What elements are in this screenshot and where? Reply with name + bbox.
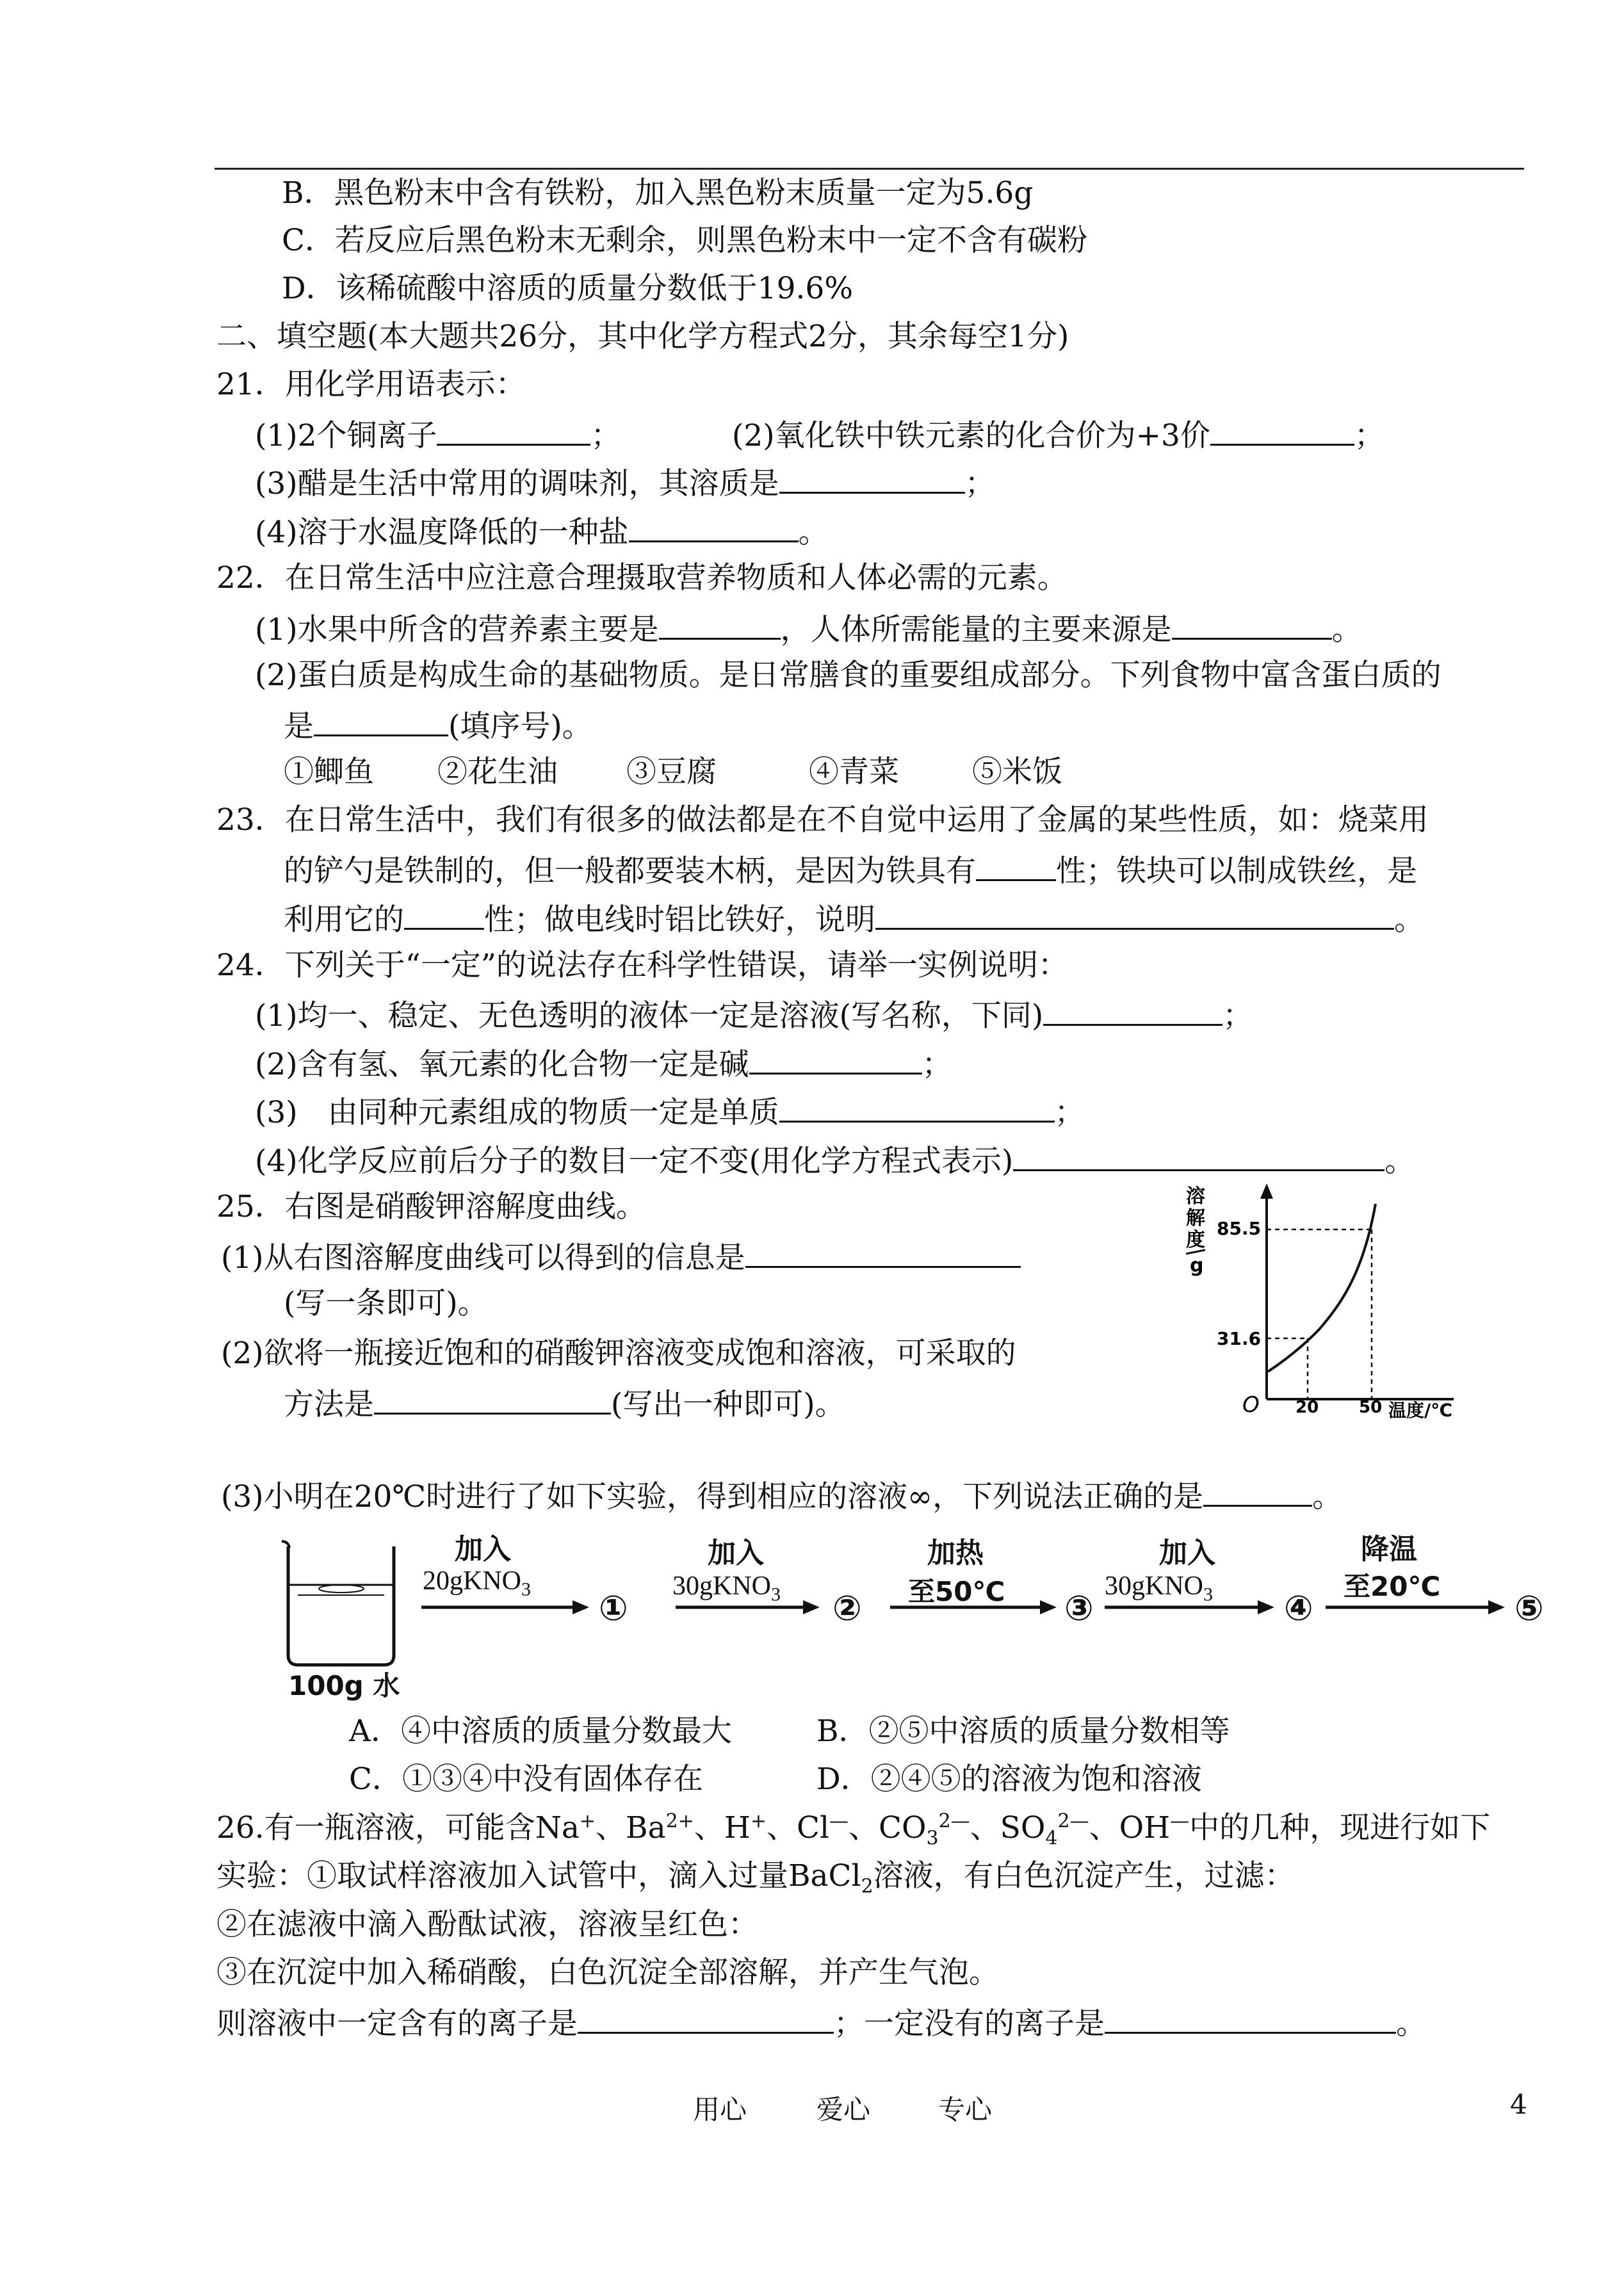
q26-ion-na: 26.有一瓶溶液，可能含Na (216, 1810, 580, 1845)
q21-part-1 (255, 414, 621, 455)
q22-option-3: ③豆腐 (626, 754, 717, 790)
q24-1-text: (1)均一、稳定、无色透明的液体一定是溶液(写名称，下同) (255, 998, 1044, 1034)
q22-2b-text: 是 (284, 709, 314, 744)
step-5-top-label: 降温 (1361, 1533, 1417, 1566)
step-1-reagent: 20gKNO (423, 1566, 521, 1596)
q24-2-blank[interactable] (749, 1043, 922, 1075)
q26-ion-na-charge: + (579, 1810, 596, 1833)
q24-4-end: 。 (1384, 1144, 1415, 1179)
q25-option-d: D．②④⑤的溶液为饱和溶液 (816, 1762, 1202, 1797)
beaker-icon (288, 1546, 394, 1665)
q25-2-blank[interactable] (374, 1383, 611, 1415)
q25-stem: 25．右图是硝酸钾溶解度曲线。 (216, 1189, 646, 1224)
q26-5-end: 。 (1396, 2006, 1426, 2041)
q24-1-end: ； (1222, 998, 1253, 1034)
q26-ion-co3-charge: 2— (938, 1810, 970, 1833)
q21-4-text: (4)溶于水温度降低的一种盐 (255, 515, 629, 550)
graph-ylabel-char-2: 解 (1186, 1207, 1205, 1229)
step-3-arrowhead (1040, 1600, 1057, 1614)
q26-line-1-end: 中的几种，现进行如下 (1189, 1810, 1491, 1845)
step-4-reagent-sub: 3 (1203, 1584, 1213, 1605)
q23-blank-1[interactable] (976, 850, 1056, 881)
q23-3-mid: 性；做电线时铝比铁好，说明 (484, 902, 875, 937)
q23-line-1: 23．在日常生活中，我们有很多的做法都是在不自觉中运用了金属的某些性质，如：烧菜用 (216, 802, 1429, 838)
q21-1-end: ； (590, 418, 621, 453)
step-2-bottom-label (672, 1571, 781, 1605)
step-1-bottom-label (423, 1566, 531, 1600)
graph-ylabel-char-3: 度 (1186, 1229, 1205, 1251)
q21-part-2 (732, 414, 1384, 455)
step-1-reagent-sub: 3 (521, 1578, 531, 1600)
q25-part-1 (221, 1237, 1021, 1277)
q24-4-blank[interactable] (1013, 1140, 1384, 1171)
q22-2-blank[interactable] (314, 705, 448, 736)
beaker-water-ripple (319, 1585, 364, 1593)
q26-step-1-end: 溶液，有白色沉淀产生，过滤： (873, 1858, 1295, 1894)
step-4-arrowhead (1258, 1600, 1274, 1614)
q26-blank-2[interactable] (1105, 2002, 1396, 2034)
q26-ion-ba-charge: 2+ (665, 1810, 694, 1833)
q22-part-1 (255, 608, 1362, 649)
q21-stem: 21．用化学用语表示： (216, 367, 526, 402)
footer-mid: 爱心 (816, 2094, 871, 2125)
q22-1-blank-b[interactable] (1172, 608, 1332, 640)
q21-2-text: (2)氧化铁中铁元素的化合价为+3价 (732, 418, 1210, 453)
q23-2-text: 的铲勺是铁制的，但一般都要装木柄，是因为铁具有 (284, 854, 976, 889)
graph-ytick-85-5: 85.5 (1217, 1218, 1262, 1239)
q22-option-2: ②花生油 (437, 754, 558, 790)
step-1-arrowhead (572, 1600, 589, 1614)
graph-y-arrow (1260, 1183, 1273, 1199)
graph-ytick-31-6: 31.6 (1217, 1328, 1262, 1349)
q25-option-a: A．④中溶质的质量分数最大 (349, 1714, 732, 1749)
q26-bacl2-sub: 2 (861, 1875, 873, 1898)
experiment-diagram (275, 1521, 1563, 1700)
q23-3-end: 。 (1394, 902, 1424, 937)
q25-3-text: (3)小明在20℃时进行了如下实验，得到相应的溶液∞，下列说法正确的是 (221, 1479, 1204, 1514)
q22-1-mid: ，人体所需能量的主要来源是 (780, 612, 1172, 647)
q24-1-blank[interactable] (1043, 994, 1222, 1026)
graph-origin-label: O (1242, 1392, 1260, 1418)
q26-ion-ba: 、Ba (596, 1810, 666, 1845)
q21-part-4 (255, 511, 829, 552)
q22-option-5: ⑤米饭 (972, 754, 1062, 790)
q24-3-end: ； (1054, 1095, 1085, 1130)
step-2-top-label: 加入 (708, 1537, 764, 1569)
step-3-top-label: 加热 (927, 1537, 984, 1569)
q22-1-blank-a[interactable] (659, 608, 781, 640)
q22-option-4: ④青菜 (809, 754, 899, 790)
q26-blank-1[interactable] (578, 2002, 834, 2034)
result-5-label: ⑤ (1514, 1588, 1544, 1628)
q26-ion-cl: 、Cl (766, 1810, 829, 1845)
q26-line-4: ③在沉淀中加入稀硝酸，白色沉淀全部溶解，并产生气泡。 (216, 1955, 999, 1990)
q26-ion-oh-charge: — (1170, 1810, 1190, 1833)
q21-2-end: ； (1354, 418, 1384, 453)
q25-option-b: B．②⑤中溶质的质量分数相等 (816, 1714, 1230, 1749)
footer-right: 专心 (938, 2094, 993, 2125)
q21-3-end: ； (964, 466, 995, 501)
q26-ion-co3-sub: 3 (926, 1827, 939, 1850)
q25-1-blank[interactable] (745, 1237, 1021, 1268)
q26-line-2 (216, 1857, 1295, 1898)
q25-2b-text: 方法是 (284, 1387, 374, 1422)
q21-part-3 (255, 462, 995, 503)
q21-1-blank[interactable] (437, 414, 590, 446)
q24-part-3 (255, 1091, 1085, 1132)
step-3-bottom-label: 至50℃ (908, 1576, 1005, 1607)
q26-ion-so4: 、SO (970, 1810, 1046, 1845)
q22-part-2: (2)蛋白质是构成生命的基础物质。是日常膳食的重要组成部分。下列食物中富含蛋白质的 (255, 658, 1441, 693)
q25-part-3 (221, 1475, 1342, 1516)
result-1-label: ① (599, 1588, 628, 1628)
graph-xtick-50: 50 (1359, 1398, 1383, 1417)
result-3-label: ③ (1064, 1588, 1094, 1628)
q22-option-1: ①鲫鱼 (284, 754, 374, 790)
q23-blank-3[interactable] (875, 898, 1394, 930)
q20-option-c: C．若反应后黑色粉末无剩余，则黑色粉末中一定不含有碳粉 (282, 223, 1087, 258)
q22-options (284, 753, 1062, 791)
step-5-bottom-label: 至20℃ (1344, 1571, 1441, 1602)
q26-ion-h-charge: + (750, 1810, 767, 1833)
q25-option-c: C．①③④中没有固体存在 (349, 1762, 703, 1797)
q23-line-3 (284, 898, 1424, 939)
result-4-label: ④ (1284, 1588, 1313, 1628)
q25-part-1b: (写一条即可)。 (284, 1286, 488, 1321)
q25-2b-end: (写出一种即可)。 (611, 1387, 845, 1422)
graph-ylabel-unit: g (1190, 1254, 1204, 1277)
q26-ion-so4-sub: 4 (1045, 1827, 1058, 1850)
q26-ion-so4-charge: 2— (1057, 1810, 1089, 1833)
q24-part-4 (255, 1140, 1415, 1181)
section-2-heading: 二、填空题(本大题共26分，其中化学方程式2分，其余每空1分) (216, 319, 1069, 354)
q20-option-b: B．黑色粉末中含有铁粉，加入黑色粉末质量一定为5.6g (282, 175, 1034, 211)
q26-line-3: ②在滤液中滴入酚酞试液，溶液呈红色： (216, 1907, 758, 1942)
beaker-lip (282, 1541, 289, 1548)
q25-3-blank[interactable] (1203, 1475, 1312, 1507)
beaker-label: 100g 水 (288, 1670, 400, 1701)
q21-4-blank[interactable] (629, 511, 799, 542)
q21-3-blank[interactable] (779, 462, 965, 494)
q23-line-2 (284, 850, 1417, 891)
graph-xtick-20: 20 (1295, 1398, 1319, 1417)
step-4-reagent: 30gKNO (1105, 1571, 1203, 1601)
step-2-reagent: 30gKNO (672, 1571, 771, 1601)
q24-part-1 (255, 994, 1253, 1035)
q26-line-5 (216, 2002, 1426, 2043)
graph-xlabel: 温度/℃ (1388, 1400, 1453, 1421)
q26-step-1-text: 实验：①取试样溶液加入试管中，滴入过量BaCl (216, 1858, 861, 1894)
q26-line-1 (216, 1809, 1491, 1850)
step-4-top-label: 加入 (1159, 1537, 1215, 1569)
q26-ion-co3: 、CO (848, 1810, 927, 1845)
q23-blank-2[interactable] (404, 898, 484, 930)
step-5-arrowhead (1488, 1600, 1505, 1614)
q24-3-text: (3) 由同种元素组成的物质一定是单质 (255, 1095, 779, 1130)
q22-stem: 22．在日常生活中应注意合理摄取营养物质和人体必需的元素。 (216, 560, 1068, 596)
graph-ylabel-char-1: 溶 (1186, 1185, 1205, 1208)
q22-2b-end: (填序号)。 (448, 709, 592, 744)
step-1-top-label: 加入 (455, 1533, 511, 1566)
step-4-bottom-label (1105, 1571, 1213, 1605)
q24-2-end: ； (922, 1047, 952, 1082)
q26-5-text: 则溶液中一定含有的离子是 (216, 2006, 578, 2041)
result-2-label: ② (832, 1588, 862, 1628)
q26-ion-cl-charge: — (829, 1810, 849, 1833)
q21-1-text: (1)2个铜离子 (255, 418, 437, 453)
page-number: 4 (1510, 2089, 1527, 2120)
q23-2-end: 性；铁块可以制成铁丝，是 (1056, 854, 1417, 889)
q24-2-text: (2)含有氢、氧元素的化合物一定是碱 (255, 1047, 749, 1082)
q22-part-2b (284, 705, 592, 746)
q24-4-text: (4)化学反应前后分子的数目一定不变(用化学方程式表示) (255, 1144, 1014, 1179)
q21-3-text: (3)醋是生活中常用的调味剂，其溶质是 (255, 466, 779, 501)
q22-1-end: 。 (1331, 612, 1362, 647)
q26-5-mid: ；一定没有的离子是 (834, 2006, 1105, 2041)
q26-ion-h: 、H (694, 1810, 751, 1845)
q24-part-2 (255, 1043, 952, 1084)
footer-left: 用心 (693, 2094, 747, 2125)
step-2-arrowhead (803, 1600, 820, 1614)
q25-3-end: 。 (1312, 1479, 1343, 1514)
q23-3-text: 利用它的 (284, 902, 404, 937)
q26-ion-oh: 、OH (1089, 1810, 1171, 1845)
header-rule (215, 168, 1524, 170)
q21-4-end: 。 (798, 515, 829, 550)
q25-1-text: (1)从右图溶解度曲线可以得到的信息是 (221, 1240, 745, 1276)
q20-option-d: D．该稀硫酸中溶质的质量分数低于19.6% (282, 271, 853, 306)
q24-3-blank[interactable] (779, 1091, 1055, 1123)
q22-1-text: (1)水果中所含的营养素主要是 (255, 612, 659, 647)
step-2-reagent-sub: 3 (771, 1584, 781, 1605)
q24-stem: 24．下列关于“一定”的说法存在科学性错误，请举一实例说明： (216, 948, 1068, 983)
q21-2-blank[interactable] (1210, 414, 1354, 446)
solubility-curve-graph (1172, 1178, 1479, 1428)
q25-part-2b (284, 1383, 845, 1424)
q25-part-2: (2)欲将一瓶接近饱和的硝酸钾溶液变成饱和溶液，可采取的 (221, 1336, 1016, 1371)
